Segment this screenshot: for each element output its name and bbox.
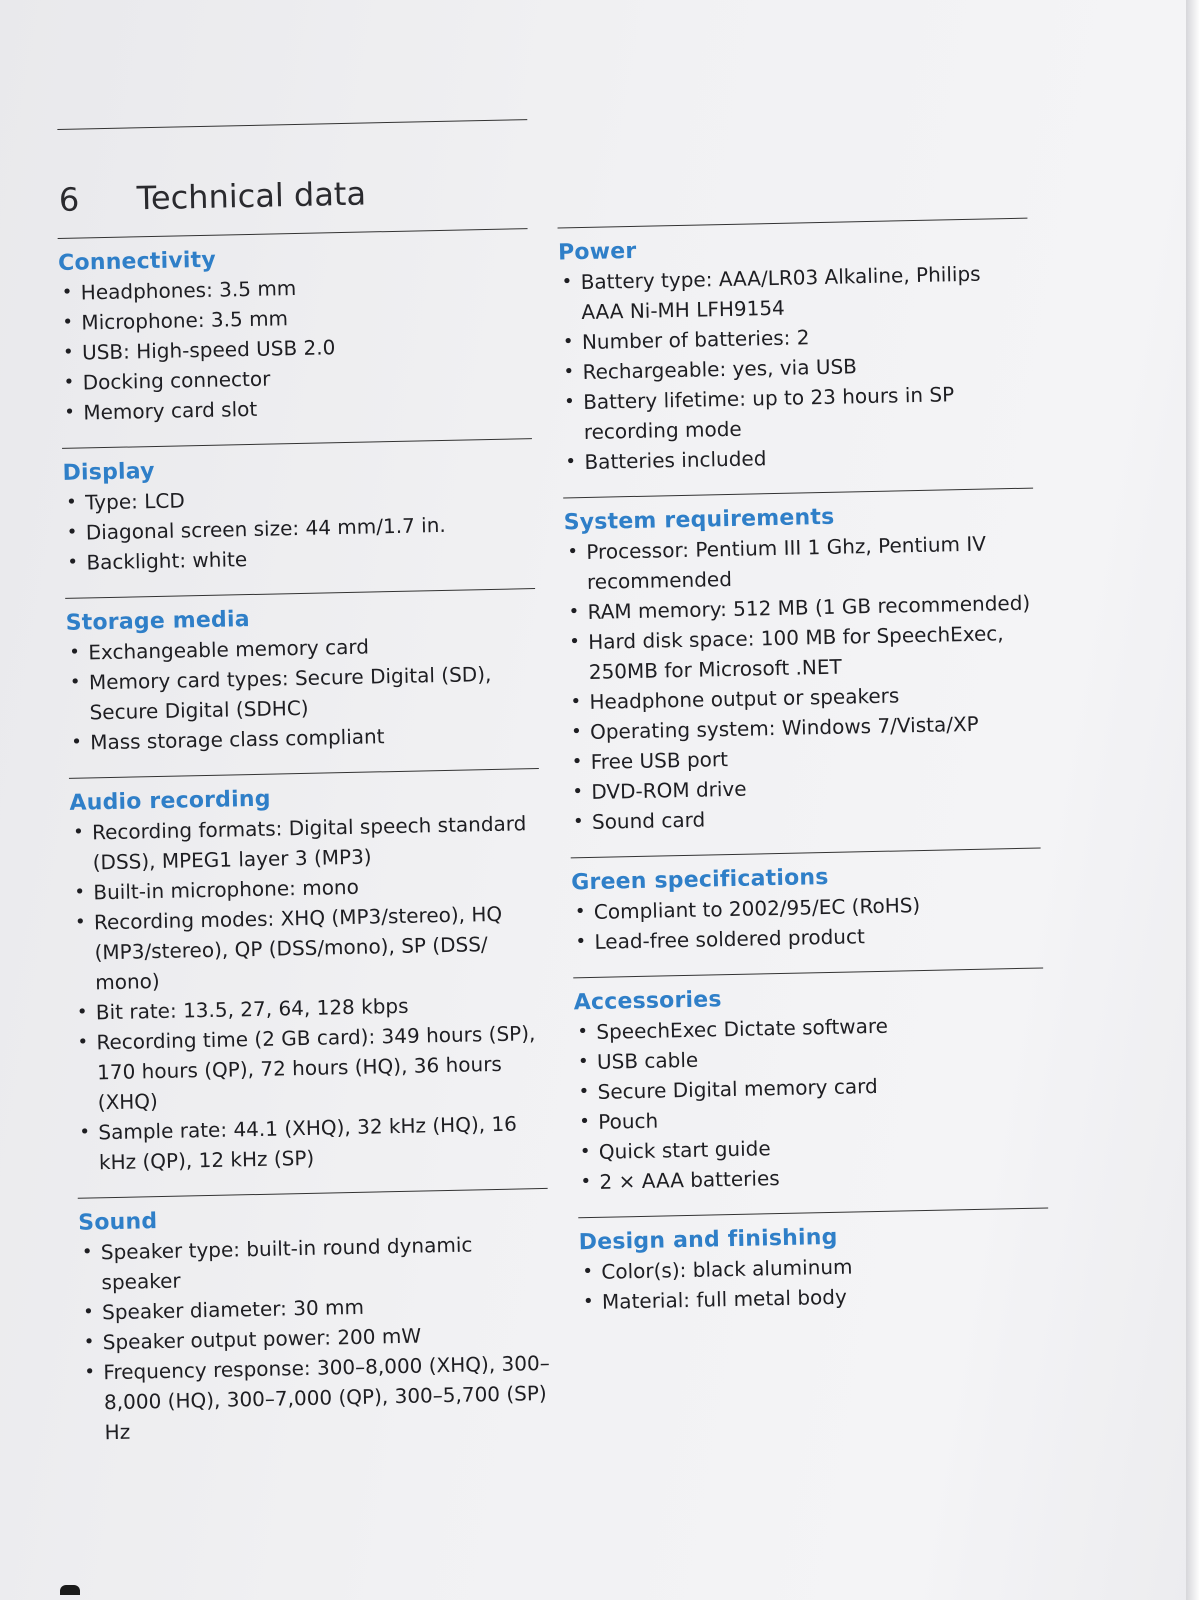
spec-item: • Batteries included [562, 438, 1033, 478]
spec-item: • Quick start guide [577, 1127, 1048, 1167]
section-heading: Storage media [65, 607, 251, 636]
spec-item: • Headphones: 3.5 mm [58, 268, 529, 308]
spec-item: • Memory card types: Secure Digital (SD), Secure Digital (SDHC) [67, 658, 538, 728]
section-heading: System requirements [563, 504, 835, 536]
spec-item: • Recording time (2 GB card): 349 hours (SP), 170 hours (QP), 72 hours (HQ), 36 hours (XHQ) [74, 1018, 546, 1118]
section-heading: Accessories [573, 987, 722, 1016]
spec-section-system-requirements [563, 488, 1040, 838]
spec-item: • Free USB port [568, 738, 1039, 778]
spec-item: • Speaker diameter: 30 mm [80, 1288, 551, 1328]
spec-list [574, 1007, 1048, 1197]
spec-item: • RAM memory: 512 MB (1 GB recommended) [565, 588, 1036, 628]
spec-item: • Battery type: AAA/LR03 Alkaline, Philips AAA Ni-MH LFH9154 [558, 258, 1029, 328]
section-heading: Sound [78, 1209, 158, 1236]
section-heading: Display [62, 458, 155, 486]
spec-item: • Material: full metal body [580, 1277, 1051, 1317]
spec-item: • DVD-ROM drive [569, 768, 1040, 808]
spec-section-connectivity [58, 228, 532, 428]
spec-list [558, 258, 1032, 478]
right-column [558, 218, 1051, 1338]
spec-item: • Mass storage class compliant [68, 718, 539, 758]
spec-item: • Compliant to 2002/95/EC (RoHS) [572, 888, 1043, 928]
section-heading: Power [557, 238, 637, 266]
spec-item: • Frequency response: 300–8,000 (XHQ), 300–8,000 (HQ), 300–7,000 (QP), 300–5,700 (SP) Hz [81, 1348, 553, 1448]
spec-list [70, 808, 547, 1178]
spec-item: • Backlight: white [64, 538, 535, 578]
top-rule [57, 119, 527, 130]
section-heading: Green specifications [570, 864, 829, 896]
spec-item: • Speaker type: built-in round dynamic speaker [79, 1228, 550, 1298]
spec-item: • Speaker output power: 200 mW [80, 1318, 551, 1358]
spec-section-accessories [573, 967, 1048, 1197]
spec-item: • Operating system: Windows 7/Vista/XP [568, 708, 1039, 748]
spec-item: • Color(s): black aluminum [579, 1247, 1050, 1287]
spec-section-storage-media [65, 588, 538, 758]
spec-item: • Recording modes: XHQ (MP3/stereo), HQ (MP3/stereo), QP (DSS/mono), SP (DSS/ mono) [72, 898, 544, 998]
spec-list [58, 268, 531, 428]
spec-section-audio-recording [69, 768, 547, 1178]
spec-item: • SpeechExec Dictate software [574, 1007, 1045, 1047]
spec-list [63, 478, 535, 578]
spec-item: • Docking connector [60, 358, 531, 398]
spec-item: • Battery lifetime: up to 23 hours in SP recording mode [561, 378, 1032, 448]
spec-section-design-and-finishing [578, 1207, 1050, 1317]
spec-section-power [558, 218, 1033, 478]
manual-page [55, 91, 1055, 1445]
spec-item: • Bit rate: 13.5, 27, 64, 128 kbps [74, 988, 545, 1028]
spec-item: • USB: High-speed USB 2.0 [60, 328, 531, 368]
spec-item: • Built-in microphone: mono [71, 868, 542, 908]
spec-item: • Hard disk space: 100 MB for SpeechExec, 250MB for Microsoft .NET [566, 618, 1037, 688]
spec-item: • Microphone: 3.5 mm [59, 298, 530, 338]
spec-item: • Pouch [576, 1097, 1047, 1137]
spec-section-sound [78, 1188, 553, 1448]
spec-item: • Diagonal screen size: 44 mm/1.7 in. [64, 508, 535, 548]
spec-item: • USB cable [575, 1037, 1046, 1077]
spec-list [79, 1228, 553, 1448]
spec-list [564, 528, 1040, 838]
spec-section-display [62, 438, 535, 578]
section-heading: Design and finishing [578, 1224, 838, 1256]
page-number-fragment [60, 1585, 80, 1595]
spec-section-green-specifications [571, 848, 1043, 958]
spec-item: • Type: LCD [63, 478, 534, 518]
chapter-heading [58, 175, 366, 219]
spec-list [572, 888, 1043, 958]
chapter-number: 6 [58, 180, 80, 220]
spec-item: • Processor: Pentium III 1 Ghz, Pentium IV recommended [564, 528, 1035, 598]
spec-item: • Exchangeable memory card [66, 628, 537, 668]
spec-item: • Sound card [570, 798, 1041, 838]
left-column [58, 228, 554, 1468]
section-heading: Audio recording [69, 786, 271, 816]
spec-item: • Rechargeable: yes, via USB [560, 348, 1031, 388]
spec-item: • 2 × AAA batteries [577, 1157, 1048, 1197]
spec-list [66, 628, 538, 758]
spec-item: • Memory card slot [61, 388, 532, 428]
spec-item: • Sample rate: 44.1 (XHQ), 32 kHz (HQ), 16 kHz (QP), 12 kHz (SP) [76, 1108, 547, 1178]
spec-list [579, 1247, 1050, 1317]
page-edge [1186, 0, 1200, 1600]
section-heading: Connectivity [57, 247, 217, 276]
spec-item: • Secure Digital memory card [575, 1067, 1046, 1107]
spec-item: • Lead-free soldered product [572, 918, 1043, 958]
chapter-title: Technical data [136, 174, 367, 218]
spec-item: • Recording formats: Digital speech standard (DSS), MPEG1 layer 3 (MP3) [70, 808, 541, 878]
spec-item: • Headphone output or speakers [567, 678, 1038, 718]
spec-item: • Number of batteries: 2 [560, 318, 1031, 358]
